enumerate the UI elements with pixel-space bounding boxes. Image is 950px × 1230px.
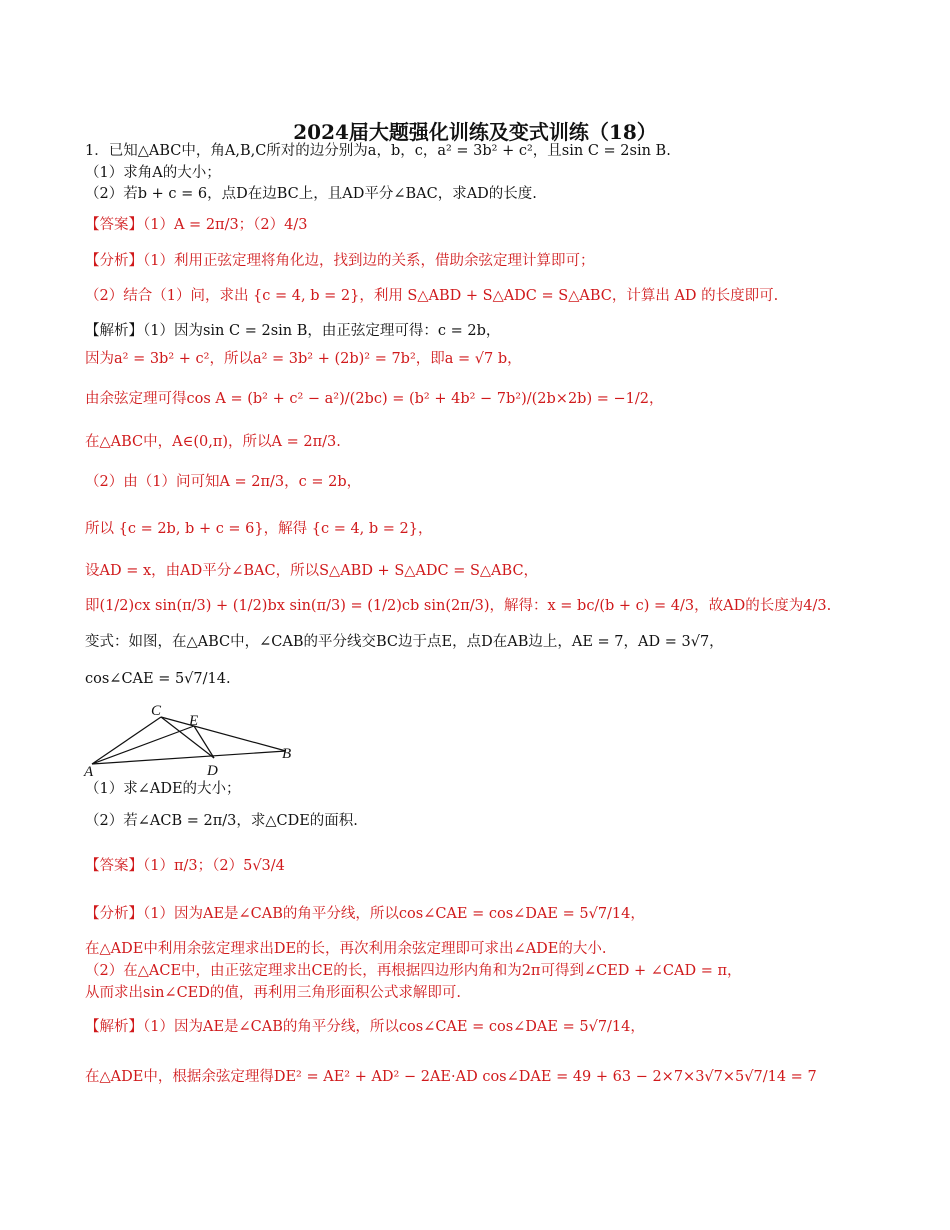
page-title: 2024届大题强化训练及变式训练（18） [293,120,657,144]
answer-1: 【答案】（1）A = 2π/3；（2）4/3 [85,217,308,233]
solution-1-line-5: （2）由（1）问可知A = 2π/3，c = 2b， [85,474,362,490]
analysis-2-line-4: 从而求出sin∠CED的值，再利用三角形面积公式求解即可. [85,985,461,1001]
triangle-figure [80,700,310,780]
solution-1-line-7: 设AD = x，由AD平分∠BAC，所以S△ABD + S△ADC = S△ABC， [85,563,539,579]
variant-part-2: （2）若∠ACB = 2π/3，求△CDE的面积. [85,813,358,829]
solution-1-line-8: 即(1/2)cx sin(π/3) + (1/2)bx sin(π/3) = (1/2)cb sin(2π/3)，解得：x = bc/(b + c) = 4/3，故AD的长度为4/3. [85,598,832,614]
solution-1-line-6: 所以 {c = 2b, b + c = 6}，解得 {c = 4, b = 2}， [85,521,433,537]
label-d: D [207,763,218,779]
analysis-2-line-3: （2）在△ACE中，由正弦定理求出CE的长，再根据四边形内角和为2π可得到∠CED + ∠CAD = π， [85,963,742,979]
label-e: E [189,713,199,729]
label-a: A [84,764,94,780]
solution-1-line-4: 在△ABC中，A∈(0,π)，所以A = 2π/3. [85,434,341,450]
problem-1-statement: 1．已知△ABC中，角A,B,C所对的边分别为a，b，c，a² = 3b² + c²，且sin C = 2sin B. [85,143,671,159]
problem-1-part-2: （2）若b + c = 6，点D在边BC上，且AD平分∠BAC，求AD的长度. [85,186,537,202]
solution-2-line-2: 在△ADE中，根据余弦定理得DE² = AE² + AD² − 2AE·AD cos∠DAE = 49 + 63 − 2×7×3√7×5√7/14 = 7 [85,1069,817,1085]
solution-1-line-3: 由余弦定理可得cos A = (b² + c² − a²)/(2bc) = (b² + 4b² − 7b²)/(2b×2b) = −1/2， [85,391,664,407]
label-b: B [282,746,292,762]
solution-2-line-1: 【解析】（1）因为AE是∠CAB的角平分线，所以cos∠CAE = cos∠DAE = 5√7/14， [85,1019,645,1035]
analysis-1-line-1: 【分析】（1）利用正弦定理将角化边，找到边的关系，借助余弦定理计算即可； [85,253,595,269]
label-c: C [151,703,162,719]
problem-1-part-1: （1）求角A的大小； [85,165,221,181]
solution-1-line-2: 因为a² = 3b² + c²，所以a² = 3b² + (2b)² = 7b²，即a = √7 b， [85,351,522,367]
analysis-1-line-2: （2）结合（1）问，求出 {c = 4, b = 2}，利用 S△ABD + S△ADC = S△ABC，计算出 AD 的长度即可. [85,288,779,304]
solution-1-line-1: 【解析】（1）因为sin C = 2sin B，由正弦定理可得：c = 2b， [85,323,501,339]
answer-2: 【答案】（1）π/3；（2）5√3/4 [85,858,285,874]
variant-statement-1: 变式：如图，在△ABC中，∠CAB的平分线交BC边于点E，点D在AB边上，AE = 7，AD = 3√7， [85,634,724,650]
analysis-2-line-2: 在△ADE中利用余弦定理求出DE的长，再次利用余弦定理即可求出∠ADE的大小. [85,941,607,957]
variant-part-1: （1）求∠ADE的大小； [85,781,241,797]
variant-statement-2: cos∠CAE = 5√7/14. [85,671,231,687]
analysis-2-line-1: 【分析】（1）因为AE是∠CAB的角平分线，所以cos∠CAE = cos∠DAE = 5√7/14， [85,906,645,922]
